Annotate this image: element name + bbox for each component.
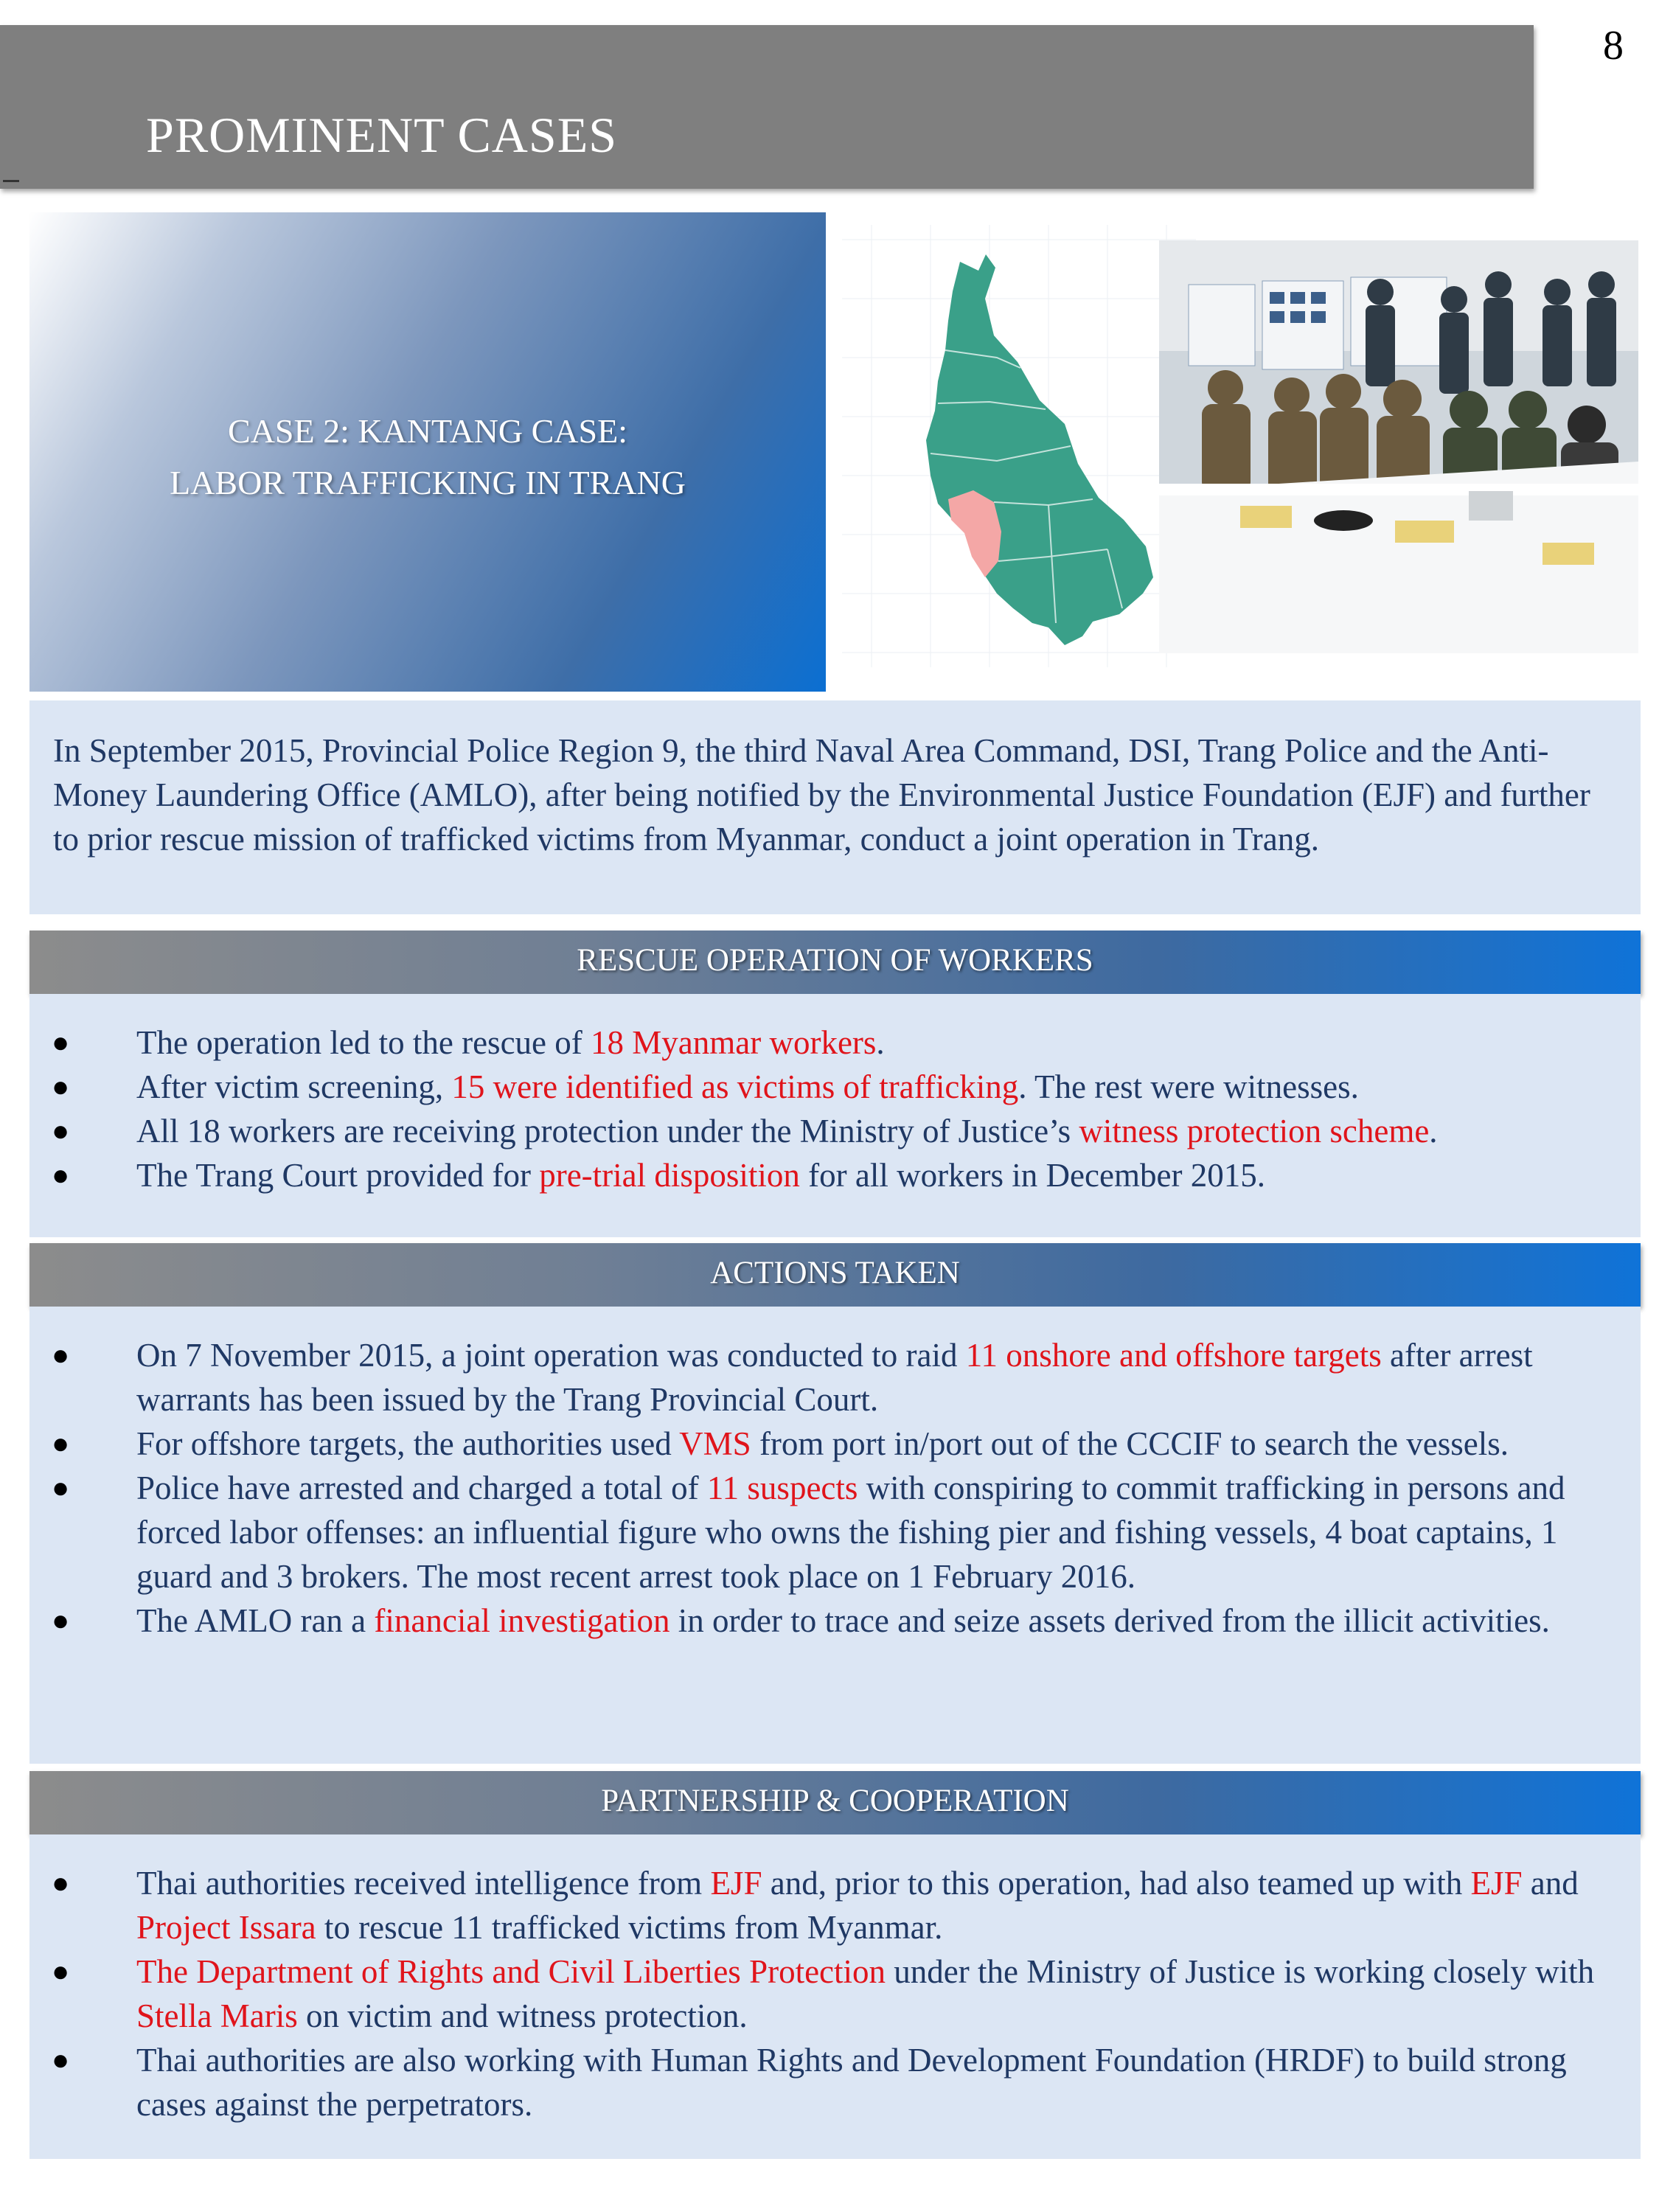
actions-section-title: ACTIONS TAKEN xyxy=(710,1256,960,1290)
partnership-list xyxy=(29,1861,1611,2126)
partnership-panel xyxy=(29,1834,1641,2159)
rescue-section-header xyxy=(29,931,1641,994)
list-item: ● Police have arrested and charged a total of 11 suspects with conspiring to commit trafficking in persons and forced labor offenses: an influential figure who owns the fishing pier and fishing vessels, 4 boat captains, 1 guard and 3 brokers. The most recent arrest took place on 1 February 2016. xyxy=(29,1466,1611,1599)
case-title-line-2: LABOR TRAFFICKING IN TRANG xyxy=(170,464,686,501)
list-item: ● On 7 November 2015, a joint operation was conducted to raid 11 onshore and offshore targets after arrest warrants has been issued by the Trang Provincial Court. xyxy=(29,1333,1611,1422)
bullet-icon: ● xyxy=(52,1158,70,1192)
meeting-photo-graphic xyxy=(1159,240,1638,653)
list-item: ● The Trang Court provided for pre-trial disposition for all workers in December 2015. xyxy=(29,1153,1611,1197)
case-title-line-1: CASE 2: KANTANG CASE: xyxy=(228,412,627,450)
rescue-list xyxy=(29,1020,1611,1197)
case-title-banner xyxy=(29,212,826,692)
list-item: ● Thai authorities are also working with Human Rights and Development Foundation (HRDF) to build strong cases against the perpetrators. xyxy=(29,2038,1611,2126)
southern-region-shape xyxy=(926,254,1153,645)
bullet-icon: ● xyxy=(52,1114,70,1147)
meeting-photo xyxy=(1159,240,1638,653)
trang-province-highlight xyxy=(948,490,1001,577)
bullet-icon: ● xyxy=(52,1866,70,1899)
bullet-icon: ● xyxy=(52,1604,70,1637)
bullet-icon: ● xyxy=(52,1026,70,1059)
list-item: ● The AMLO ran a financial investigation in order to trace and seize assets derived from the illicit activities. xyxy=(29,1599,1611,1643)
actions-list xyxy=(29,1333,1611,1643)
list-item: ● After victim screening, 15 were identified as victims of trafficking. The rest were witnesses. xyxy=(29,1065,1611,1109)
actions-section-header xyxy=(29,1243,1641,1307)
case-title xyxy=(29,406,826,509)
page-number: 8 xyxy=(1603,23,1624,69)
list-item: ● Thai authorities received intelligence from EJF and, prior to this operation, had also teamed up with EJF and Project Issara to rescue 11 trafficked victims from Myanmar. xyxy=(29,1861,1611,1950)
list-item: ● The operation led to the rescue of 18 Myanmar workers. xyxy=(29,1020,1611,1065)
rescue-section-title: RESCUE OPERATION OF WORKERS xyxy=(577,943,1093,978)
page-title: PROMINENT CASES xyxy=(146,107,618,163)
bullet-icon: ● xyxy=(52,1070,70,1103)
bullet-icon: ● xyxy=(52,1471,70,1504)
list-item: ● For offshore targets, the authorities used VMS from port in/port out of the CCCIF to search the vessels. xyxy=(29,1422,1611,1466)
divider-mark xyxy=(3,180,19,182)
bullet-icon: ● xyxy=(52,2043,70,2076)
intro-panel xyxy=(29,700,1641,914)
bullet-icon: ● xyxy=(52,1338,70,1371)
header-bar xyxy=(0,25,1534,189)
bullet-icon: ● xyxy=(52,1427,70,1460)
list-item: ● The Department of Rights and Civil Liberties Protection under the Ministry of Justice is working closely with Stella Maris on victim and witness protection. xyxy=(29,1950,1611,2038)
partnership-section-header xyxy=(29,1771,1641,1834)
intro-text: In September 2015, Provincial Police Region 9, the third Naval Area Command, DSI, Trang Police and the Anti-Money Laundering Office (AMLO), after being notified by the Environmental Justice Foundation (EJF) and further to prior rescue mission of trafficked victims from Myanmar, conduct a joint operation in Trang. xyxy=(53,732,1590,858)
actions-panel xyxy=(29,1307,1641,1764)
list-item: ● All 18 workers are receiving protection under the Ministry of Justice’s witness protection scheme. xyxy=(29,1109,1611,1153)
partnership-section-title: PARTNERSHIP & COOPERATION xyxy=(601,1784,1069,1818)
rescue-panel xyxy=(29,994,1641,1237)
bullet-icon: ● xyxy=(52,1955,70,1988)
